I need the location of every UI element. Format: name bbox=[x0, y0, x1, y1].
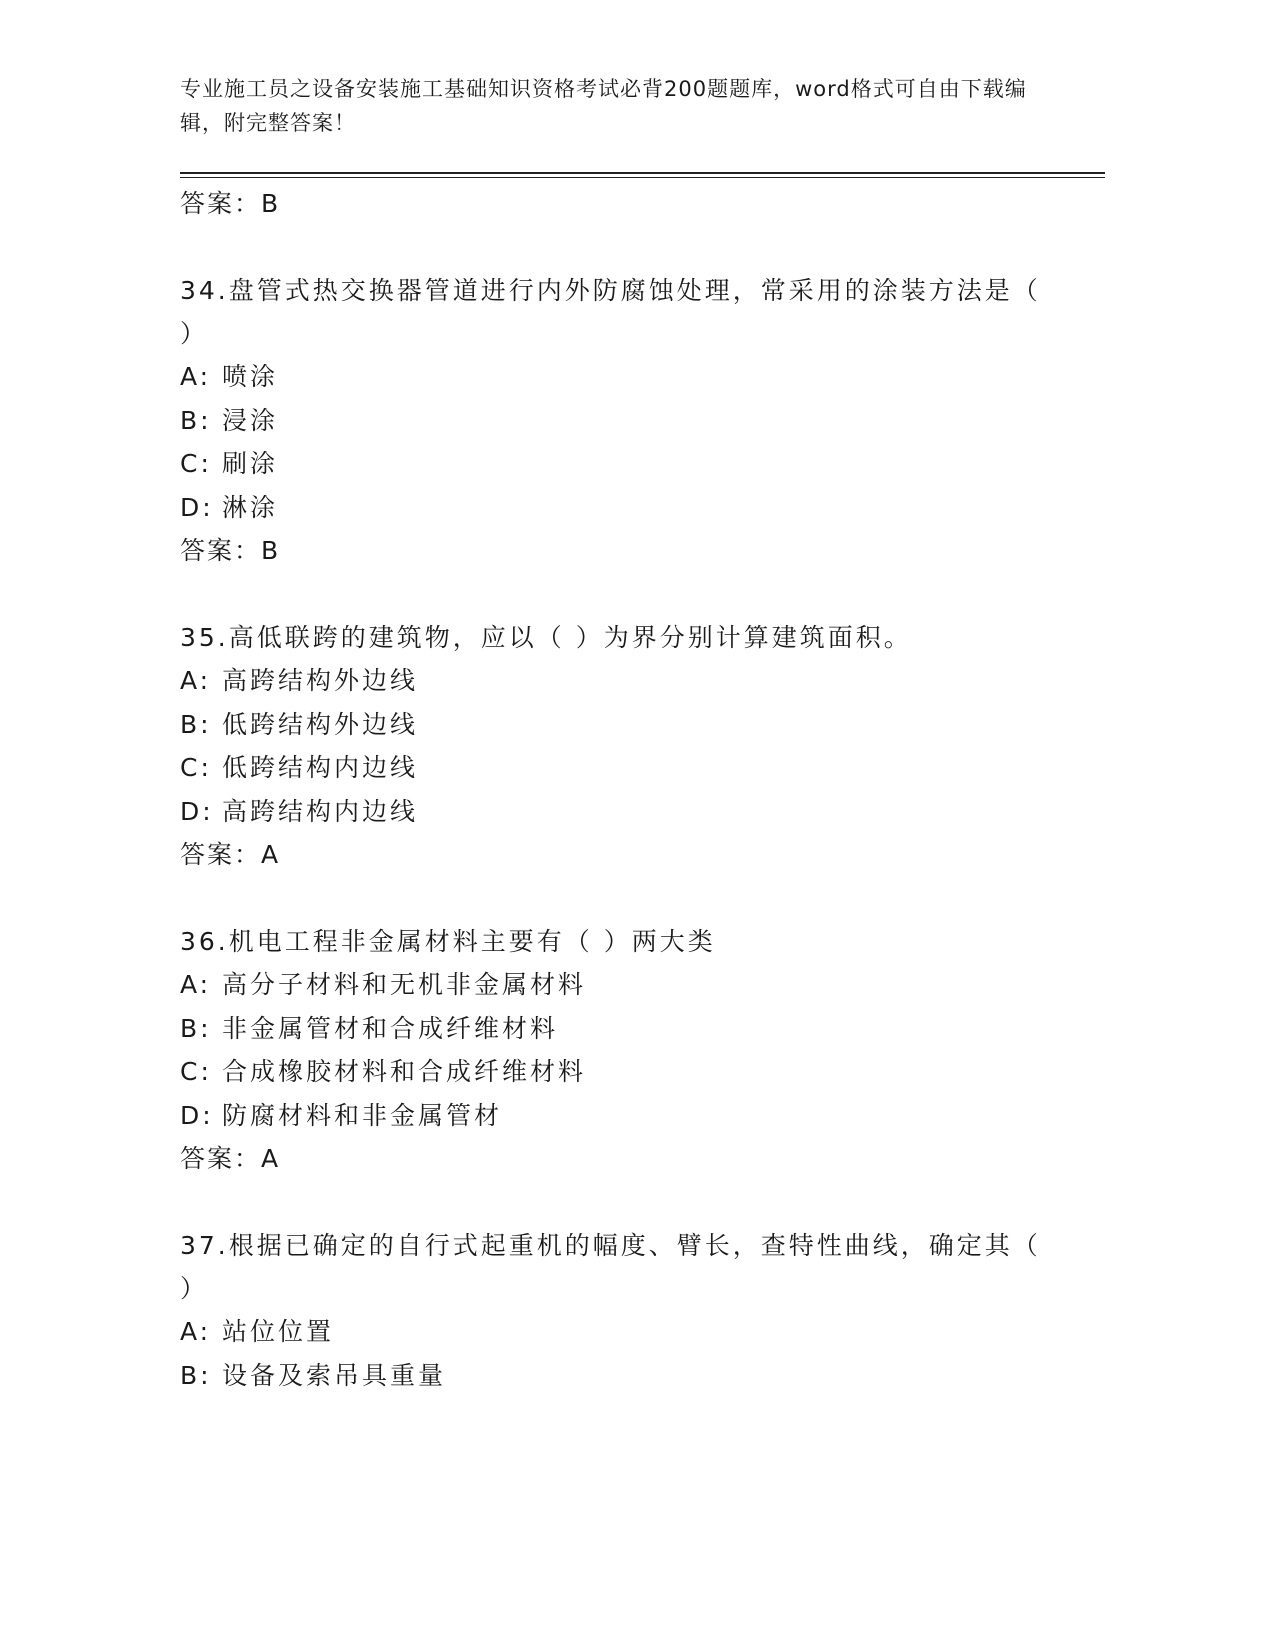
answer-line: 答案：A bbox=[180, 840, 281, 869]
header-rule-thick bbox=[180, 172, 1105, 174]
question-stem: 34.盘管式热交换器管道进行内外防腐蚀处理，常采用的涂装方法是（ ） bbox=[180, 276, 1041, 348]
question-37 bbox=[180, 1224, 1050, 1397]
option-b bbox=[180, 399, 1050, 443]
option-c bbox=[180, 442, 1050, 486]
question-list bbox=[180, 180, 1050, 1397]
option-text: 设备及索吊具重量 bbox=[222, 1360, 447, 1390]
option-letter: B: bbox=[180, 1360, 212, 1390]
option-text: 高跨结构内边线 bbox=[222, 796, 419, 826]
option-letter: A: bbox=[180, 666, 212, 695]
option-text: 淋涂 bbox=[222, 492, 279, 522]
option-letter: A: bbox=[180, 970, 212, 999]
option-a bbox=[180, 659, 1050, 703]
option-d bbox=[180, 1094, 1050, 1138]
option-text: 高跨结构外边线 bbox=[222, 666, 419, 695]
option-letter: D: bbox=[180, 1100, 214, 1130]
question-stem: 36.机电工程非金属材料主要有（ ）两大类 bbox=[180, 927, 716, 956]
option-letter: A: bbox=[180, 1317, 212, 1346]
option-letter: C: bbox=[180, 1057, 212, 1086]
option-text: 非金属管材和合成纤维材料 bbox=[222, 1013, 559, 1043]
option-b bbox=[180, 703, 1050, 747]
question-stem: 37.根据已确定的自行式起重机的幅度、臂长，查特性曲线，确定其（ ） bbox=[180, 1231, 1041, 1303]
option-a bbox=[180, 1310, 1050, 1354]
option-text: 刷涂 bbox=[222, 449, 279, 478]
option-letter: C: bbox=[180, 449, 212, 478]
question-34 bbox=[180, 269, 1050, 573]
option-c bbox=[180, 1050, 1050, 1094]
option-letter: B: bbox=[180, 405, 212, 435]
question-stem: 35.高低联跨的建筑物，应以（ ）为界分别计算建筑面积。 bbox=[180, 623, 912, 652]
question-36 bbox=[180, 920, 1050, 1181]
option-d bbox=[180, 790, 1050, 834]
page-header-title: 专业施工员之设备安装施工基础知识资格考试必背200题题库，word格式可自由下载编辑，附完整答案！ bbox=[180, 77, 1027, 135]
option-d bbox=[180, 486, 1050, 530]
option-text: 防腐材料和非金属管材 bbox=[222, 1100, 503, 1130]
option-b bbox=[180, 1354, 1050, 1398]
answer-line-33: 答案：B bbox=[180, 189, 281, 218]
answer-line: 答案：A bbox=[180, 1144, 281, 1173]
header-rule-thin bbox=[180, 177, 1105, 178]
option-text: 喷涂 bbox=[222, 362, 279, 391]
option-letter: D: bbox=[180, 796, 214, 826]
option-text: 合成橡胶材料和合成纤维材料 bbox=[222, 1057, 587, 1086]
option-text: 站位位置 bbox=[222, 1317, 335, 1346]
option-letter: D: bbox=[180, 492, 214, 522]
option-text: 低跨结构外边线 bbox=[222, 709, 419, 739]
option-a bbox=[180, 355, 1050, 399]
option-text: 低跨结构内边线 bbox=[222, 753, 419, 782]
option-b bbox=[180, 1007, 1050, 1051]
option-a bbox=[180, 963, 1050, 1007]
option-letter: B: bbox=[180, 1013, 212, 1043]
option-c bbox=[180, 746, 1050, 790]
option-text: 高分子材料和无机非金属材料 bbox=[222, 970, 587, 999]
option-letter: B: bbox=[180, 709, 212, 739]
question-35 bbox=[180, 616, 1050, 877]
option-text: 浸涂 bbox=[222, 405, 279, 435]
option-letter: C: bbox=[180, 753, 212, 782]
answer-line: 答案：B bbox=[180, 536, 281, 565]
option-letter: A: bbox=[180, 362, 212, 391]
